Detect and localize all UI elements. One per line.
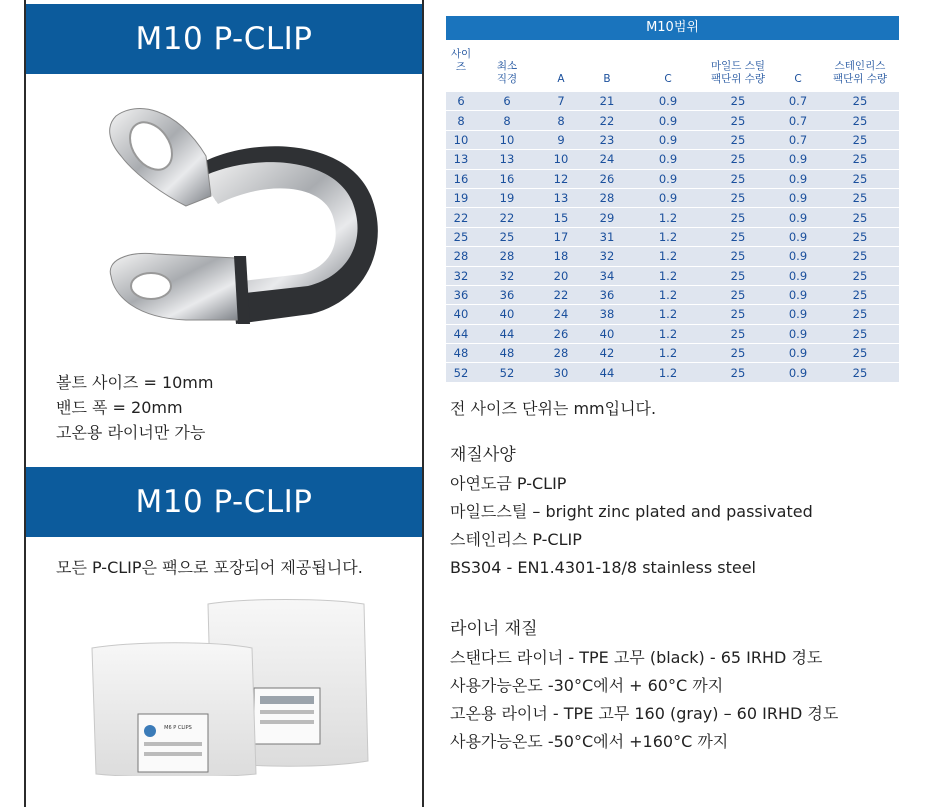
cell-a: 9 [557,132,565,147]
cell-c-stainless: 0.9 [788,249,808,264]
cell-c-stainless: 0.9 [788,346,808,361]
spec-line-liner: 고온용 라이너만 가능 [56,423,206,442]
cell-mild-pack-qty: 25 [730,307,746,322]
header-stainless-pack-qty: 스테인리스 팩단위 수량 [832,60,888,85]
cell-a: 24 [553,307,569,322]
p-clip-product-image [96,96,396,336]
table-row [446,111,899,130]
cell-stainless-pack-qty: 25 [852,113,868,128]
cell-min-diameter: 25 [499,229,515,244]
material-section-title: 재질사양 [450,445,516,465]
cell-c-stainless: 0.7 [788,113,808,128]
cell-c-stainless: 0.9 [788,307,808,322]
table-row [446,208,899,227]
cell-size: 13 [453,152,469,167]
cell-c-mild: 1.2 [658,307,678,322]
cell-mild-pack-qty: 25 [730,94,746,109]
unit-note: 전 사이즈 단위는 mm입니다. [450,399,657,418]
table-row [446,286,899,305]
header-mild-pack-qty: 마일드 스틸 팩단위 수량 [710,60,766,85]
cell-size: 52 [453,365,469,380]
header-c-stainless: C [794,73,802,85]
cell-b: 32 [599,249,615,264]
cell-min-diameter: 36 [499,288,515,303]
cell-b: 38 [599,307,615,322]
cell-mild-pack-qty: 25 [730,113,746,128]
cell-mild-pack-qty: 25 [730,152,746,167]
cell-min-diameter: 13 [499,152,515,167]
material-line: 마일드스틸 – bright zinc plated and passivated [450,502,813,521]
cell-stainless-pack-qty: 25 [852,249,868,264]
cell-stainless-pack-qty: 25 [852,346,868,361]
cell-stainless-pack-qty: 25 [852,326,868,341]
product-title: M10 P-CLIP [135,21,313,57]
cell-a: 10 [553,152,569,167]
material-line: 아연도금 P-CLIP [450,474,567,493]
cell-b: 42 [599,346,615,361]
cell-c-mild: 0.9 [658,171,678,186]
packaging-note: 모든 P-CLIP은 팩으로 포장되어 제공됩니다. [56,558,363,577]
cell-min-diameter: 16 [499,171,515,186]
cell-min-diameter: 52 [499,365,515,380]
spec-list [56,370,213,445]
cell-c-stainless: 0.9 [788,288,808,303]
cell-a: 20 [553,268,569,283]
cell-min-diameter: 19 [499,191,515,206]
cell-min-diameter: 32 [499,268,515,283]
cell-a: 12 [553,171,569,186]
cell-mild-pack-qty: 25 [730,365,746,380]
cell-size: 32 [453,268,469,283]
packaging-title: M10 P-CLIP [135,484,313,520]
cell-size: 16 [453,171,469,186]
cell-min-diameter: 48 [499,346,515,361]
cell-mild-pack-qty: 25 [730,288,746,303]
cell-mild-pack-qty: 25 [730,268,746,283]
cell-c-mild: 1.2 [658,229,678,244]
cell-c-mild: 1.2 [658,210,678,225]
cell-min-diameter: 22 [499,210,515,225]
cell-stainless-pack-qty: 25 [852,229,868,244]
cell-c-stainless: 0.9 [788,326,808,341]
cell-a: 18 [553,249,569,264]
cell-size: 28 [453,249,469,264]
liner-line: 고온용 라이너 - TPE 고무 160 (gray) – 60 IRHD 경도 [450,704,839,723]
cell-b: 23 [599,132,615,147]
header-c-mild: C [664,73,672,85]
product-title-banner [26,4,422,74]
cell-c-stainless: 0.9 [788,171,808,186]
cell-a: 15 [553,210,569,225]
cell-min-diameter: 8 [503,113,511,128]
cell-a: 7 [557,94,565,109]
cell-size: 48 [453,346,469,361]
cell-a: 17 [553,229,569,244]
cell-c-stainless: 0.9 [788,365,808,380]
table-body [446,92,899,383]
bag-label-text: M6 P CLIPS [164,725,192,731]
header-size: 사이즈 [450,48,472,73]
cell-stainless-pack-qty: 25 [852,191,868,206]
cell-min-diameter: 6 [503,94,511,109]
cell-a: 13 [553,191,569,206]
table-row [446,228,899,247]
cell-c-mild: 1.2 [658,346,678,361]
table-row [446,131,899,150]
cell-b: 21 [599,94,615,109]
table-row [446,170,899,189]
packaging-bags-image [86,596,386,776]
cell-min-diameter: 28 [499,249,515,264]
cell-c-mild: 0.9 [658,132,678,147]
cell-a: 26 [553,326,569,341]
cell-stainless-pack-qty: 25 [852,132,868,147]
column-divider [422,0,424,807]
cell-mild-pack-qty: 25 [730,132,746,147]
liner-list [450,644,838,756]
cell-size: 19 [453,191,469,206]
cell-a: 8 [557,113,565,128]
cell-a: 28 [553,346,569,361]
cell-b: 40 [599,326,615,341]
cell-mild-pack-qty: 25 [730,210,746,225]
cell-c-stainless: 0.7 [788,94,808,109]
cell-c-stainless: 0.9 [788,152,808,167]
cell-size: 25 [453,229,469,244]
material-line: 스테인리스 P-CLIP [450,530,582,549]
material-line: BS304 - EN1.4301-18/8 stainless steel [450,558,756,577]
cell-c-mild: 1.2 [658,249,678,264]
cell-c-stainless: 0.9 [788,210,808,225]
liner-section-title: 라이너 재질 [450,619,538,639]
cell-c-mild: 0.9 [658,94,678,109]
cell-stainless-pack-qty: 25 [852,171,868,186]
table-row [446,363,899,382]
table-row [446,189,899,208]
header-a: A [557,73,565,85]
cell-b: 26 [599,171,615,186]
cell-size: 8 [457,113,465,128]
cell-size: 6 [457,94,465,109]
material-list [450,470,813,582]
table-row [446,325,899,344]
cell-stainless-pack-qty: 25 [852,210,868,225]
cell-b: 29 [599,210,615,225]
table-row [446,267,899,286]
cell-c-mild: 0.9 [658,152,678,167]
cell-mild-pack-qty: 25 [730,191,746,206]
cell-b: 28 [599,191,615,206]
cell-c-mild: 1.2 [658,365,678,380]
liner-line: 스탠다드 라이너 - TPE 고무 (black) - 65 IRHD 경도 [450,648,823,667]
cell-b: 36 [599,288,615,303]
cell-c-stainless: 0.9 [788,191,808,206]
spec-line-bolt-size: 볼트 사이즈 = 10mm [56,373,214,392]
cell-c-mild: 0.9 [658,191,678,206]
cell-stainless-pack-qty: 25 [852,94,868,109]
cell-c-mild: 1.2 [658,288,678,303]
size-table [446,16,899,383]
spec-line-band-width: 밴드 폭 = 20mm [56,398,183,417]
header-b: B [603,73,611,85]
cell-min-diameter: 44 [499,326,515,341]
table-header [446,40,899,92]
table-row [446,150,899,169]
cell-stainless-pack-qty: 25 [852,365,868,380]
cell-stainless-pack-qty: 25 [852,268,868,283]
cell-b: 44 [599,365,615,380]
cell-mild-pack-qty: 25 [730,326,746,341]
table-row [446,305,899,324]
table-row [446,92,899,111]
cell-c-mild: 1.2 [658,326,678,341]
table-title: M10범위 [446,16,899,40]
table-row [446,344,899,363]
cell-a: 30 [553,365,569,380]
header-min-diameter: 최소 직경 [496,60,518,85]
cell-min-diameter: 10 [499,132,515,147]
cell-b: 34 [599,268,615,283]
cell-min-diameter: 40 [499,307,515,322]
cell-mild-pack-qty: 25 [730,249,746,264]
left-border [24,0,26,807]
table-row [446,247,899,266]
cell-mild-pack-qty: 25 [730,346,746,361]
cell-a: 22 [553,288,569,303]
cell-b: 24 [599,152,615,167]
cell-size: 36 [453,288,469,303]
cell-b: 31 [599,229,615,244]
cell-size: 22 [453,210,469,225]
cell-b: 22 [599,113,615,128]
liner-line: 사용가능온도 -50°C에서 +160°C 까지 [450,732,729,751]
cell-c-mild: 0.9 [658,113,678,128]
cell-c-stainless: 0.9 [788,229,808,244]
liner-line: 사용가능온도 -30°C에서 + 60°C 까지 [450,676,724,695]
cell-stainless-pack-qty: 25 [852,307,868,322]
cell-size: 44 [453,326,469,341]
cell-stainless-pack-qty: 25 [852,288,868,303]
cell-mild-pack-qty: 25 [730,229,746,244]
cell-c-mild: 1.2 [658,268,678,283]
cell-c-stainless: 0.7 [788,132,808,147]
cell-stainless-pack-qty: 25 [852,152,868,167]
cell-size: 40 [453,307,469,322]
packaging-title-banner [26,467,422,537]
cell-size: 10 [453,132,469,147]
cell-c-stainless: 0.9 [788,268,808,283]
cell-mild-pack-qty: 25 [730,171,746,186]
